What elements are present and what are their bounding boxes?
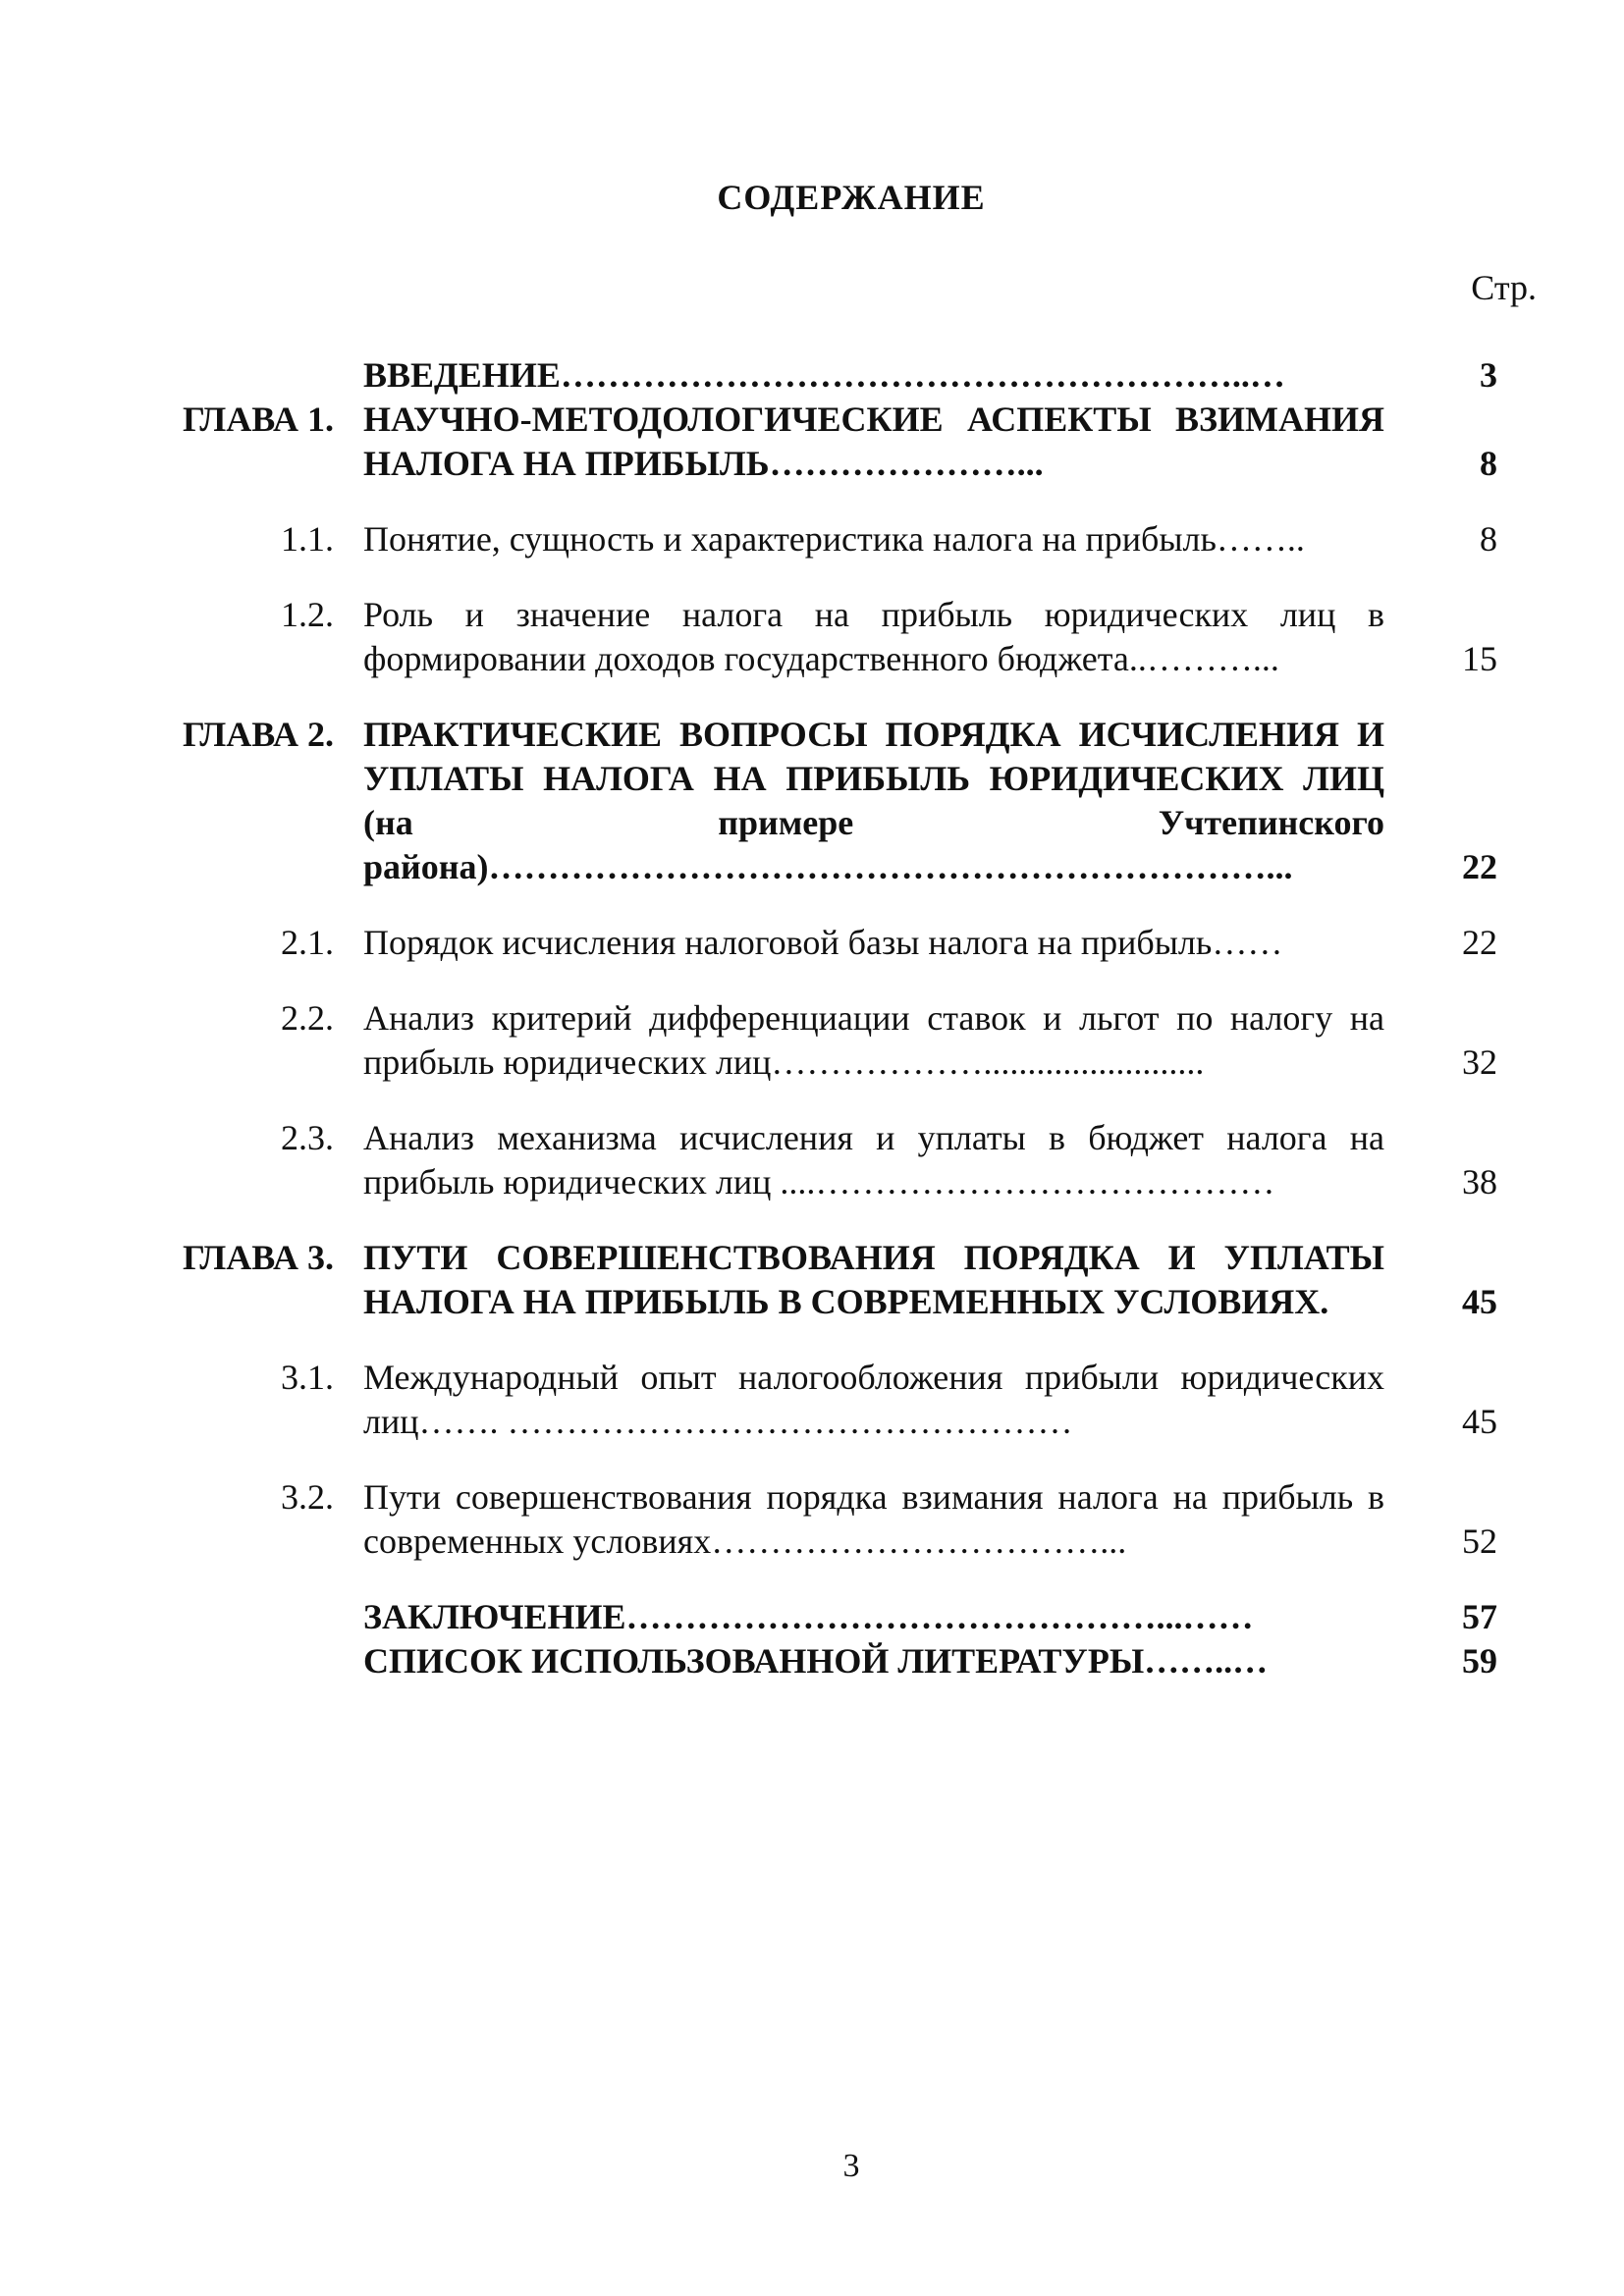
toc-entry-page: 45 [1462, 1282, 1497, 1321]
toc-entry-number [0, 353, 363, 398]
spacer [0, 889, 1624, 921]
spacer [0, 1085, 1624, 1116]
toc-entry [0, 921, 1624, 965]
toc-entry [0, 1639, 1624, 1683]
toc-entry-text: ЗАКЛЮЧЕНИЕ………………………………………...…… [363, 1597, 1254, 1636]
toc-entry-page: 45 [1462, 1402, 1497, 1441]
toc-entry-page: 22 [1462, 847, 1497, 886]
spacer [0, 561, 1624, 593]
toc-entry-page: 32 [1462, 1042, 1497, 1082]
toc-entry-page: 3 [1480, 355, 1497, 395]
toc-entry-page: 59 [1462, 1641, 1497, 1681]
spacer [0, 1564, 1624, 1595]
spacer [0, 1204, 1624, 1236]
toc-entry-page: 15 [1462, 639, 1497, 678]
toc-entry-text: ПРАКТИЧЕСКИЕ ВОПРОСЫ ПОРЯДКА ИСЧИСЛЕНИЯ И УПЛАТЫ НАЛОГА НА ПРИБЫЛЬ ЮРИДИЧЕСКИХ ЛИЦ (на примере Учтепинского района)…………………………………………………………... [363, 715, 1384, 886]
spacer [0, 486, 1624, 517]
toc-entry [0, 1595, 1624, 1639]
toc-entry-text: ВВЕДЕНИЕ…………………………………………………..… [363, 355, 1285, 395]
toc-entry-text: Пути совершенствования порядка взимания налога на прибыль в современных условиях……………………………... [363, 1477, 1384, 1561]
toc-entry-number [0, 1639, 363, 1683]
table-of-contents [0, 353, 1624, 1683]
toc-entry-number: 1.2. [281, 595, 334, 634]
toc-entry [0, 1236, 1624, 1324]
toc-entry-text: Анализ критерий дифференциации ставок и льгот по налогу на прибыль юридических лиц………………......................... [363, 998, 1384, 1082]
toc-entry-number: ГЛАВА 2. [182, 715, 334, 754]
toc-entry [0, 517, 1624, 561]
page-number: 3 [842, 2148, 860, 2184]
toc-entry [0, 593, 1624, 681]
page-column-label: Стр. [1471, 268, 1537, 307]
toc-entry-text: Порядок исчисления налоговой базы налога на прибыль…… [363, 923, 1283, 962]
toc-entry [0, 1116, 1624, 1204]
spacer [0, 1324, 1624, 1356]
toc-entry-number: 3.1. [281, 1358, 334, 1397]
spacer [0, 681, 1624, 713]
toc-entry-text: НАУЧНО-МЕТОДОЛОГИЧЕСКИЕ АСПЕКТЫ ВЗИМАНИЯ НАЛОГА НА ПРИБЫЛЬ…………………... [363, 400, 1384, 483]
toc-entry [0, 353, 1624, 398]
toc-entry-number: 2.1. [281, 923, 334, 962]
spacer [0, 965, 1624, 996]
toc-entry-number: 2.3. [281, 1118, 334, 1157]
toc-entry [0, 1356, 1624, 1444]
page-title: СОДЕРЖАНИЕ [717, 178, 986, 217]
toc-entry-text: Роль и значение налога на прибыль юридических лиц в формировании доходов государственного бюджета..………... [363, 595, 1384, 678]
toc-entry-text: Понятие, сущность и характеристика налога на прибыль…….. [363, 519, 1305, 559]
toc-entry-number: ГЛАВА 1. [182, 400, 334, 439]
toc-entry [0, 1475, 1624, 1564]
toc-entry-number [0, 1595, 363, 1639]
toc-entry [0, 398, 1624, 486]
toc-entry-number: ГЛАВА 3. [182, 1238, 334, 1277]
toc-entry-text: СПИСОК ИСПОЛЬЗОВАННОЙ ЛИТЕРАТУРЫ……..… [363, 1641, 1269, 1681]
spacer [0, 1444, 1624, 1475]
toc-entry-number: 2.2. [281, 998, 334, 1038]
toc-entry-text: Анализ механизма исчисления и уплаты в бюджет налога на прибыль юридических лиц ....………………………………… [363, 1118, 1384, 1201]
toc-entry [0, 996, 1624, 1085]
toc-entry [0, 713, 1624, 889]
toc-entry-number: 1.1. [281, 519, 334, 559]
toc-entry-page: 57 [1462, 1597, 1497, 1636]
toc-entry-page: 8 [1480, 519, 1497, 559]
toc-entry-number: 3.2. [281, 1477, 334, 1517]
toc-entry-page: 38 [1462, 1162, 1497, 1201]
toc-entry-page: 8 [1480, 444, 1497, 483]
toc-entry-page: 22 [1462, 923, 1497, 962]
toc-entry-text: Международный опыт налогообложения прибыли юридических лиц……. ………………………………………… [363, 1358, 1384, 1441]
toc-entry-text: ПУТИ СОВЕРШЕНСТВОВАНИЯ ПОРЯДКА И УПЛАТЫ НАЛОГА НА ПРИБЫЛЬ В СОВРЕМЕННЫХ УСЛОВИЯХ. [363, 1238, 1384, 1321]
toc-entry-page: 52 [1462, 1522, 1497, 1561]
